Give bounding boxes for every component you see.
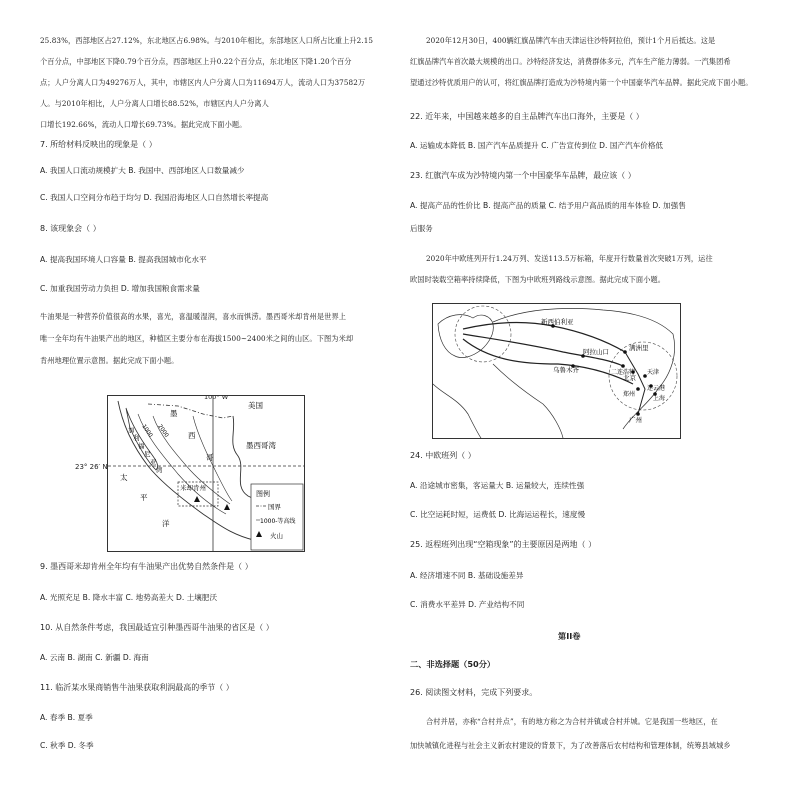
gulf-california-label: 利 [133,434,140,442]
left-intro2-line: 牛油果是一种营养价值很高的水果，喜光，喜温暖湿润，喜水而惧涝。墨西哥米却肯州是世界上 [40,312,347,321]
q24-options-ab: A. 沿途城市密集，客运量大 B. 运量较大，连续性强 [410,481,585,490]
q7-options-cd: C. 我国人口空间分布趋于均匀 D. 我国沿海地区人口自然增长率提高 [40,193,269,202]
question-25: 25. 返程班列出现“空箱现象”的主要原因是两地（ ） [410,540,597,549]
q25-options-cd: C. 消费水平差异 D. 产业结构不同 [410,600,525,609]
us-border [148,404,233,418]
africa-outline [433,384,481,438]
mexico-label-2: 西 [188,431,196,440]
railway-map-svg [433,304,680,438]
right-intro2-line: 欧国时装载空箱率持续降低，下图为中欧班列路线示意图。据此完成下面小题。 [410,275,666,284]
question-8: 8. 该现象会（ ） [40,224,101,233]
gulf-california-label: 尼 [144,450,151,458]
question-23: 23. 红旗汽车成为沙特境内第一个中国豪华车品牌，最应该（ ） [410,171,636,180]
left-intro-line: 个百分点，中部地区下降0.79个百分点，西部地区上升0.22个百分点，东北地区下降1.20个百分 [40,57,352,66]
left-intro-line: 25.83%，西部地区占27.12%，东北地区占6.98%。与2010年相比，东部地区人口所占比重上升2.15 [40,36,374,45]
gulf-california-label: 福 [138,442,145,450]
china-europe-railway-map [432,303,681,439]
city-label: 广州 [629,416,642,424]
city-label: 连云港 [647,385,666,392]
china-domestic-route [625,352,645,414]
city-label: 上海 [653,395,666,402]
city-label: 二连浩特 [611,369,636,376]
michoacan-map [107,395,305,552]
gulf-california-label: 亚 [150,458,157,466]
contour-label: 1000 [140,423,154,439]
left-intro2-line: 唯一全年均有牛油果产出的地区，种植区主要分布在海拔1500~2400米之间的山区。下图为米却 [40,334,354,343]
contour-label: 2000 [156,423,170,439]
q25-options-ab: A. 经济增速不同 B. 基础设施差异 [410,571,524,580]
q8-options-ab: A. 提高我国环境人口容量 B. 提高我国城市化水平 [40,255,207,264]
question-22: 22. 近年来，中国越来越多的自主品牌汽车出口海外，主要是（ ） [410,112,644,121]
tropic-latitude-label: 23° 26′ N [75,463,108,471]
city-label: 天津 [647,369,660,376]
state-label: 米却肯州 [180,484,206,492]
left-intro-line: 人。与2010年相比，人户分离人口增长88.52%，市辖区内人户分离人 [40,99,269,108]
meridian-label: 100° W [204,396,229,401]
mexico-label-1: 墨 [170,409,178,418]
city-label: 北京 [623,374,636,382]
question-26: 26. 阅读图文材料，完成下列要求。 [410,688,538,697]
city-label: 郑州 [623,391,636,398]
legend-volcano-label: 火山 [270,532,283,540]
q8-options-cd: C. 加重我国劳动力负担 D. 增加我国粮食需求量 [40,284,200,293]
q11-options-ab: A. 春季 B. 夏季 [40,713,93,722]
question-9: 9. 墨西哥米却肯州全年均有牛油果产出优势自然条件是（ ） [40,562,253,571]
city-label: 阿拉山口 [583,348,609,356]
left-intro2-line: 肯州地理位置示意图。据此完成下面小题。 [40,356,179,365]
pacific-label-2: 平 [140,493,148,502]
left-intro-line: 点；人户分离人口为49276万人，其中，市辖区内人户分离人口为11694万人，流动人口为37582万 [40,78,366,87]
city-label: 新西伯利亚 [541,318,574,326]
pacific-coastline [118,401,258,541]
legend-border-label: 国界 [268,503,281,511]
city-dot [623,350,627,354]
q11-options-cd: C. 秋季 D. 冬季 [40,741,94,750]
q23-options-cont: 后服务 [410,224,433,233]
legend-title: 图例 [256,490,270,498]
michoacan-map-svg [108,396,304,551]
q9-options: A. 光照充足 B. 降水丰富 C. 地势高差大 D. 土壤肥沃 [40,593,218,602]
mexico-label-3: 哥 [206,453,214,462]
right-intro-line: 望通过沙特优质用户的认可，将红旗品牌打造成为沙特境内第一个中国豪华汽车品牌。据此完成下面小题。 [410,78,753,87]
q7-options-ab: A. 我国人口流动规模扩大 B. 我国中、西部地区人口数量减少 [40,166,245,175]
city-label: 乌鲁木齐 [553,366,579,374]
usa-label: 美国 [248,401,263,410]
right-intro2-line: 2020年中欧班列开行1.24万列、发送113.5万标箱，年度开行数量首次突破1万列，运往 [426,254,713,263]
q26-text-line: 加快城镇化进程与社会主义新农村建设的背景下，为了改善落后农村结构和管理体制，统筹县域城乡 [410,741,731,750]
gulf-label: 墨西哥湾 [246,441,276,450]
legend-contour-label: 1000-等高线 [260,518,296,525]
part-ii-title: 第II卷 [558,631,581,641]
right-intro-line: 红旗品牌汽车首次最大规模的出口。沙特经济发达，消费群体多元，汽车生产能力薄弱。一汽集团希 [410,57,731,66]
left-intro-line: 口增长192.66%，流动人口增长69.73%。据此完成下面小题。 [40,120,247,129]
question-11: 11. 临沂某水果商销售牛油果获取利润最高的季节（ ） [40,683,234,692]
europe-outline [438,315,493,358]
q22-options: A. 运输成本降低 B. 国产汽车品质提升 C. 广告宣传到位 D. 国产汽车价格低 [410,141,664,150]
right-intro-line: 2020年12月30日，400辆红旗品牌汽车由天津运往沙特阿拉伯，预计1个月后抵达。这是 [426,36,716,45]
city-dot [636,387,640,391]
city-label: 满洲里 [629,344,649,352]
volcano-icon [224,504,230,510]
question-24: 24. 中欧班列（ ） [410,451,476,460]
question-7: 7. 所给材料反映出的现象是（ ） [40,140,157,149]
q24-options-cd: C. 比空运耗时短，运费低 D. 比海运运程长，速度慢 [410,510,586,519]
q26-text-line: 合村并居，亦称“合村并点”，有的地方称之为合村并镇或合村并城。它是我国一些地区，在 [426,717,718,726]
pacific-label-3: 洋 [162,519,170,528]
section-2-title: 二、非选择题（50分） [410,659,496,669]
city-dot [621,364,625,368]
pacific-label-1: 太 [120,473,128,482]
gulf-california-label: 加 [128,426,135,434]
q10-options: A. 云南 B. 湖南 C. 新疆 D. 海南 [40,653,149,662]
q23-options: A. 提高产品的性价比 B. 提高产品的质量 C. 结予用户高品质的用车体验 D. 加强售 [410,201,686,210]
question-10: 10. 从自然条件考虑，我国最适宜引种墨西哥牛油果的省区是（ ） [40,623,274,632]
gulf-california-label: 湾 [156,466,163,474]
volcano-icon [194,496,200,502]
